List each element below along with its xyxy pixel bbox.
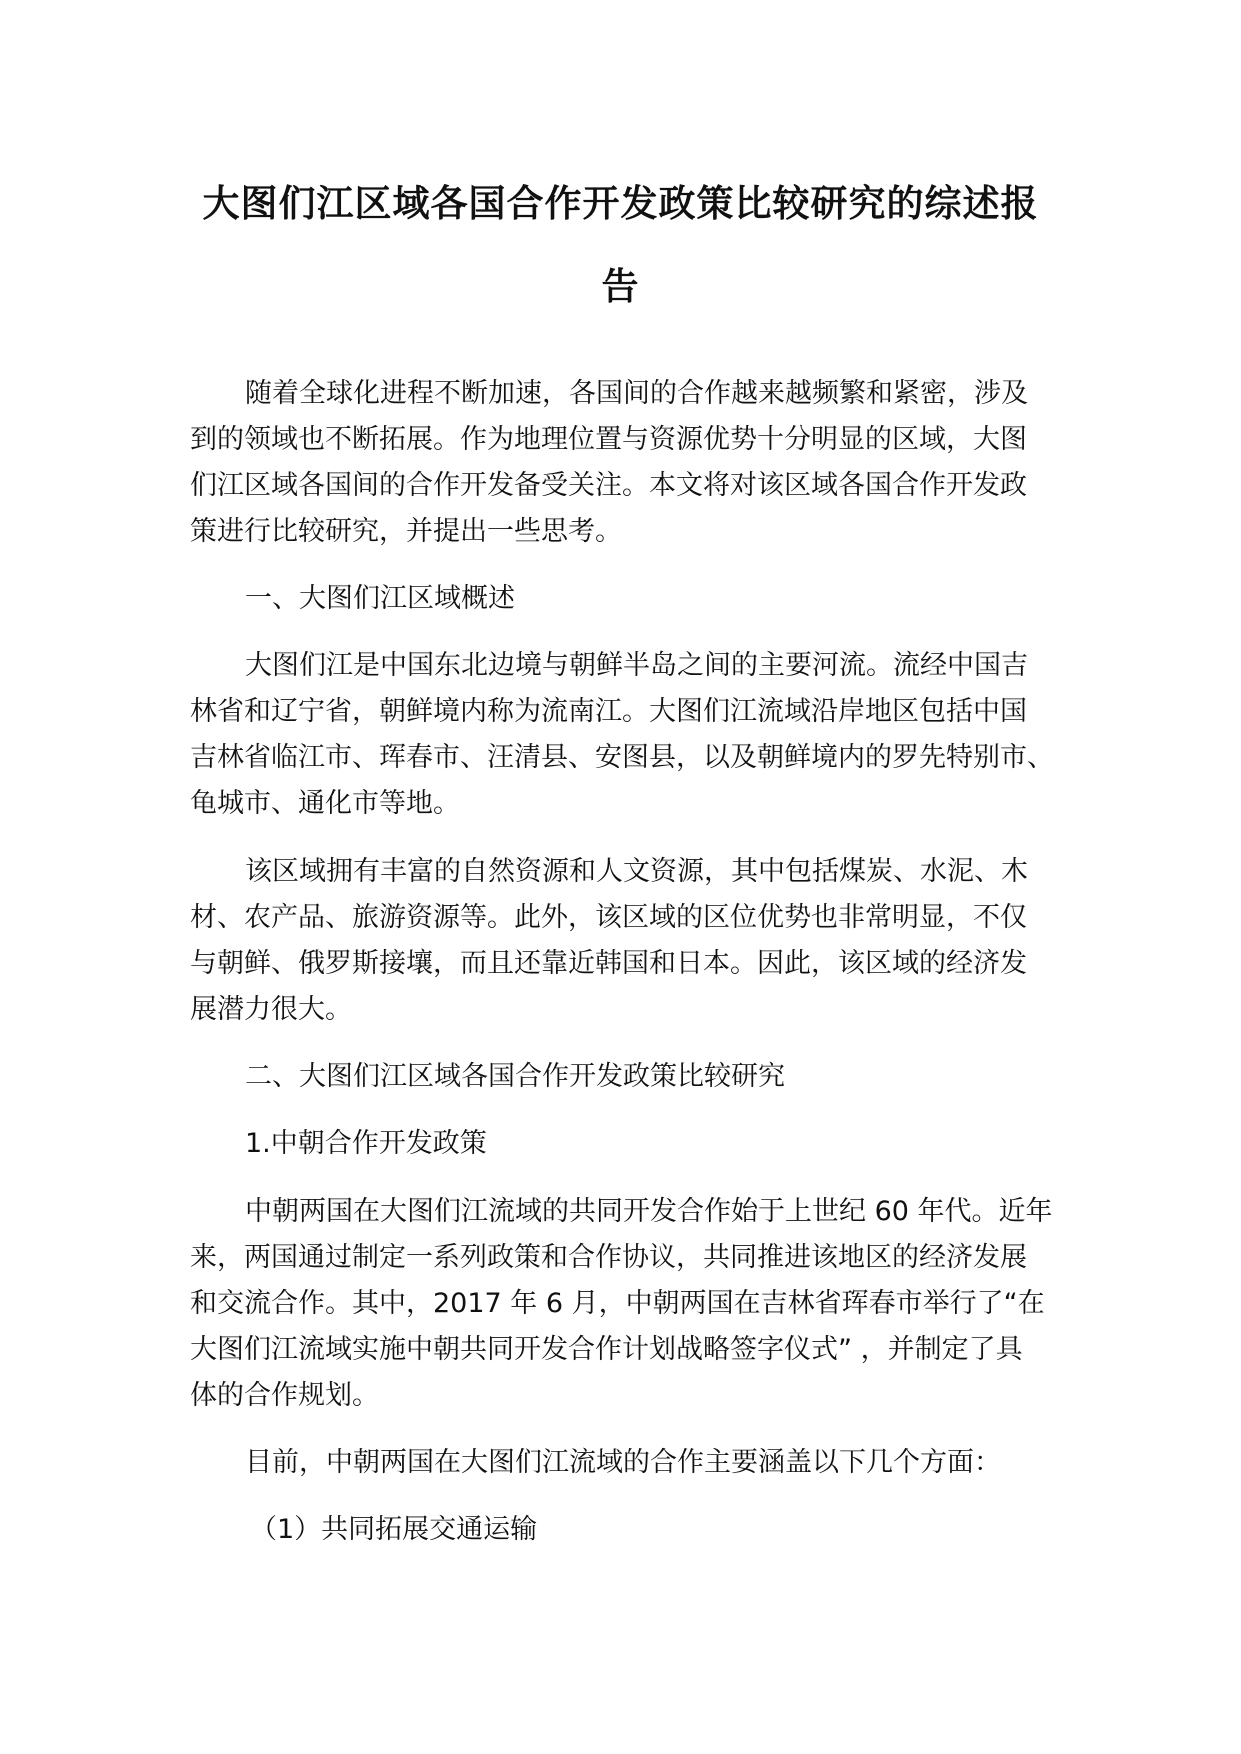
paragraph-resources-line-2: 材、农产品、旅游资源等。此外，该区域的区位优势也非常明显，不仅 xyxy=(190,902,1027,933)
section-heading-2: 二、大图们江区域各国合作开发政策比较研究 xyxy=(245,1061,785,1092)
paragraph-overview-line-3: 吉林省临江市、珲春市、汪清县、安图县，以及朝鲜境内的罗先特别市、 xyxy=(190,742,1054,773)
paragraph-intro-line-2: 到的领域也不断拓展。作为地理位置与资源优势十分明显的区域，大图 xyxy=(190,424,1027,455)
paragraph-china-nk-line-3: 和交流合作。其中，2017 年 6 月，中朝两国在吉林省珲春市举行了“在 xyxy=(190,1288,1045,1319)
paragraph-china-nk-line-2: 来，两国通过制定一系列政策和合作协议，共同推进该地区的经济发展 xyxy=(190,1242,1027,1273)
section-heading-1: 一、大图们江区域概述 xyxy=(245,583,515,614)
paragraph-intro-line-1: 随着全球化进程不断加速，各国间的合作越来越频繁和紧密，涉及 xyxy=(245,378,1028,409)
document-title-line-2: 告 xyxy=(601,265,640,308)
paragraph-china-nk-line-5: 体的合作规划。 xyxy=(190,1380,379,1411)
paragraph-current-cooperation: 目前，中朝两国在大图们江流域的合作主要涵盖以下几个方面： xyxy=(245,1447,1001,1478)
paragraph-intro-line-3: 们江区域各国间的合作开发备受关注。本文将对该区域各国合作开发政 xyxy=(190,470,1027,501)
list-item-1: （1）共同拓展交通运输 xyxy=(250,1514,538,1545)
paragraph-intro-line-4: 策进行比较研究，并提出一些思考。 xyxy=(190,516,622,547)
paragraph-resources-line-3: 与朝鲜、俄罗斯接壤，而且还靠近韩国和日本。因此，该区域的经济发 xyxy=(190,948,1027,979)
paragraph-resources-line-1: 该区域拥有丰富的自然资源和人文资源，其中包括煤炭、水泥、木 xyxy=(245,856,1028,887)
paragraph-overview-line-2: 林省和辽宁省，朝鲜境内称为流南江。大图们江流域沿岸地区包括中国 xyxy=(190,696,1027,727)
document-title-line-1: 大图们江区域各国合作开发政策比较研究的综述报 xyxy=(202,182,1039,225)
paragraph-overview-line-4: 龟城市、通化市等地。 xyxy=(190,788,460,819)
paragraph-resources-line-4: 展潜力很大。 xyxy=(190,994,352,1025)
subsection-heading-1: 1.中朝合作开发政策 xyxy=(245,1128,487,1159)
paragraph-china-nk-line-4: 大图们江流域实施中朝共同开发合作计划战略签字仪式” ，并制定了具 xyxy=(190,1334,1023,1365)
paragraph-china-nk-line-1: 中朝两国在大图们江流域的共同开发合作始于上世纪 60 年代。近年 xyxy=(245,1196,1053,1227)
paragraph-overview-line-1: 大图们江是中国东北边境与朝鲜半岛之间的主要河流。流经中国吉 xyxy=(245,650,1028,681)
